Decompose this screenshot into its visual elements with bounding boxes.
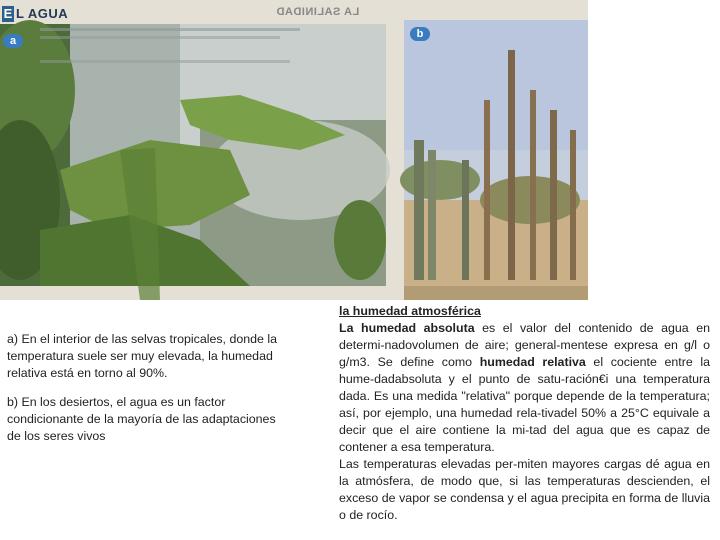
mirrored-page-header: LA SALINIDAD	[276, 6, 360, 18]
paragraph-2: Las temperaturas elevadas per-miten mayores cargas dé agua en la atmósfera, de modo que, si las temperaturas descienden, el exceso de vapor se condensa y el agua precipita en forma de lluvia o de rocío.	[339, 457, 710, 522]
humidity-section	[339, 303, 710, 524]
photo-a-label: a	[3, 34, 23, 48]
caption-a: a) En el interior de las selvas tropicales, donde la temperatura suele ser muy elevada, la humedad relativa está en torno al 90%.	[7, 332, 277, 380]
photo-captions	[7, 331, 279, 458]
desert-photo	[400, 20, 588, 300]
paragraph-1: La humedad absoluta es el valor del contenido de agua en determi-nadovolumen de aire; general-mentese expresa en g/l o g/m3. Se define como humedad relativa el cociente entre la hume-dadabsoluta y el punto de satu-ración€i una temperatura dada. Es una medida "relativa" porque depende de la temperatura; así, por ejemplo, una humedad rela-tivadel 50% a 25°C equivale a decir que el aire contiene la mi-tad del agua que es capaz de contener a esa temperatura.	[339, 321, 710, 454]
photo-b-label: b	[410, 27, 430, 41]
caption-b: b) En los desiertos, el agua es un factor condicionante de la mayoría de las adaptaciones de los seres vivos	[7, 395, 276, 443]
chapter-letter: E	[3, 6, 13, 21]
photo-spread	[0, 0, 588, 300]
section-title: la humedad atmosférica	[339, 304, 481, 318]
term-absolute-humidity: La humedad absoluta	[339, 321, 475, 335]
term-relative-humidity: humedad relativa	[479, 355, 586, 369]
chapter-title: L AGUA	[16, 6, 69, 21]
rainforest-photo	[0, 20, 390, 300]
